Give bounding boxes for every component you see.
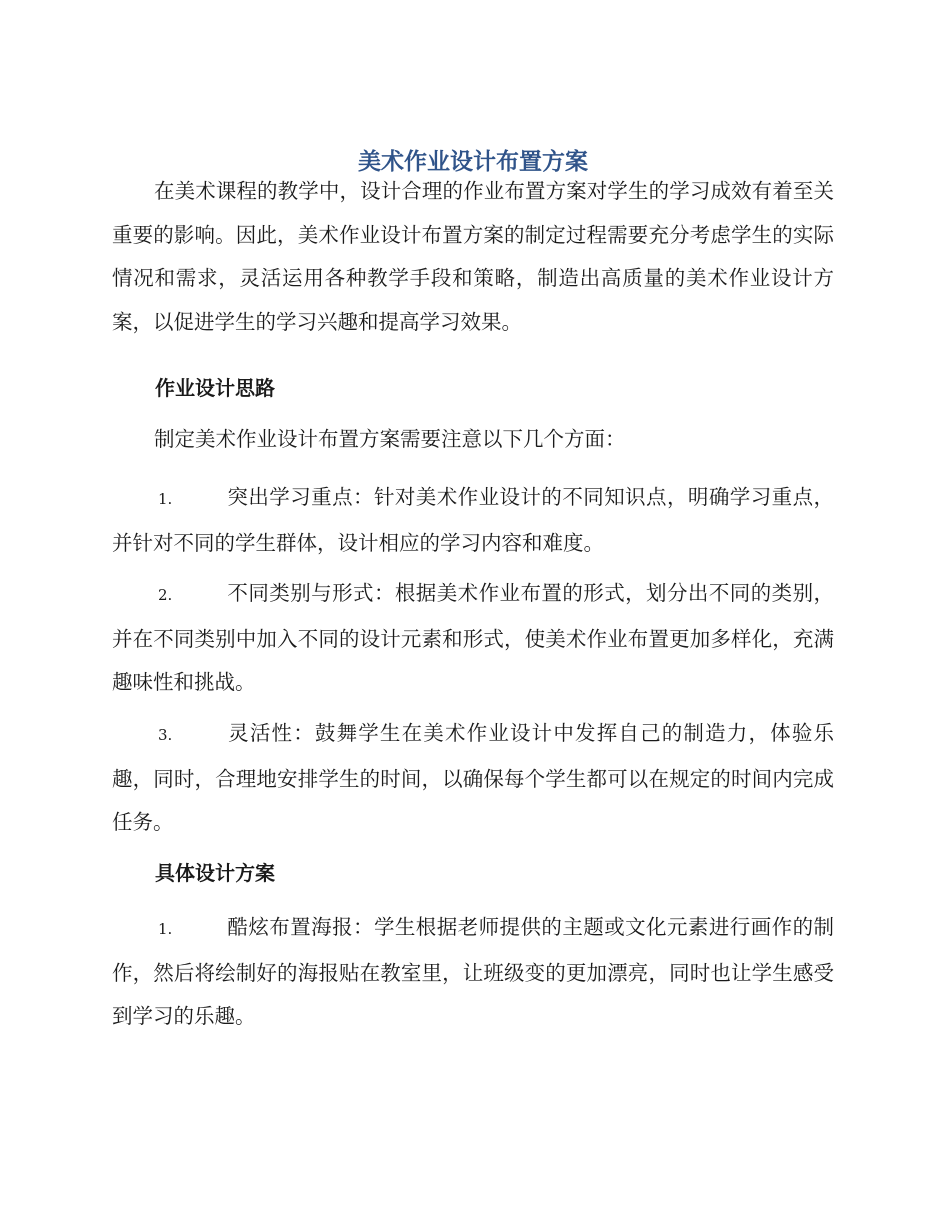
list-number: 1. bbox=[158, 920, 173, 938]
section-lead: 制定美术作业设计布置方案需要注意以下几个方面： bbox=[154, 427, 626, 451]
list-item-text: 突出学习重点：针对美术作业设计的不同知识点，明确学习重点，并针对不同的学生群体，设计相应的学习内容和难度。 bbox=[112, 485, 834, 555]
list-item-text: 酷炫布置海报：学生根据老师提供的主题或文化元素进行画作的制作，然后将绘制好的海报贴在教室里，让班级变的更加漂亮，同时也让学生感受到学习的乐趣。 bbox=[112, 915, 834, 1028]
list-item-text: 灵活性：鼓舞学生在美术作业设计中发挥自己的制造力，体验乐趣，同时，合理地安排学生的时间，以确保每个学生都可以在规定的时间内完成任务。 bbox=[112, 721, 834, 834]
document-page bbox=[112, 0, 834, 1230]
list-item bbox=[112, 906, 834, 1039]
list-number: 1. bbox=[158, 490, 173, 508]
list-item bbox=[112, 572, 834, 705]
list-item bbox=[112, 476, 834, 565]
section-heading-plan: 具体设计方案 bbox=[155, 861, 275, 885]
list-item bbox=[112, 712, 834, 845]
intro-paragraph: 在美术课程的教学中，设计合理的作业布置方案对学生的学习成效有着至关重要的影响。因此，美术作业设计布置方案的制定过程需要充分考虑学生的实际情况和需求，灵活运用各种教学手段和策略，制造出高质量的美术作业设计方案，以促进学生的学习兴趣和提高学习效果。 bbox=[112, 179, 834, 334]
list-number: 3. bbox=[158, 726, 173, 744]
list-item-text: 不同类别与形式：根据美术作业布置的形式，划分出不同的类别，并在不同类别中加入不同的设计元素和形式，使美术作业布置更加多样化，充满趣味性和挑战。 bbox=[112, 581, 834, 694]
section-heading-design-idea: 作业设计思路 bbox=[155, 376, 275, 400]
document-title: 美术作业设计布置方案 bbox=[358, 149, 588, 175]
list-number: 2. bbox=[158, 586, 173, 604]
